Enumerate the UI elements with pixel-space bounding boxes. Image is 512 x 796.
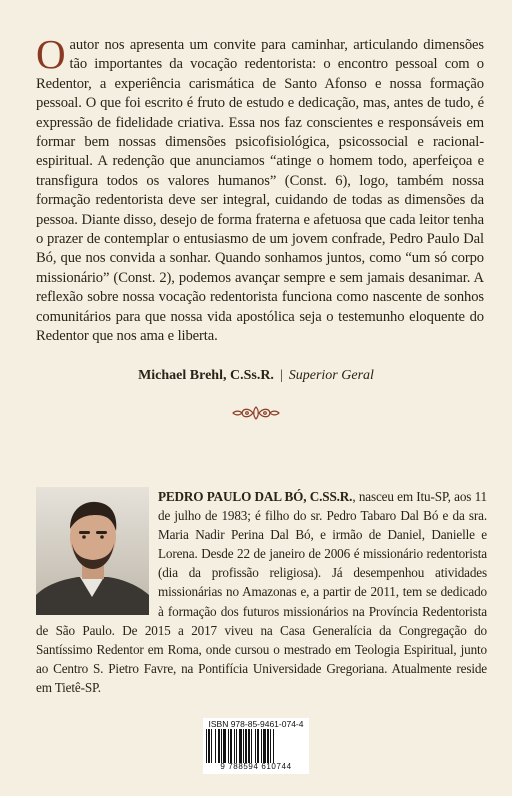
barcode-bar [267,729,269,763]
barcode-bar [273,729,274,763]
photo-spacer [36,487,149,619]
author-bio-text: , nasceu em Itu-SP, aos 11 de julho de 1983; é filho do sr. Pedro Tabaro Dal Bó e da sra. Maria Nadir Perina Dal Bó, e irmão de Daniel, Danielle e Lorena. Desde 22 de janeiro de 2006 é missionário redentorista (dia da profissão religiosa). Já desempenhou atividades missionárias no Amazonas e, a partir de 2011, tem se dedicado à formação dos futuros missionários na Província Redentorista de São Paulo. De 2015 a 2017 viveu na Casa Generalícia da Congregação do Santíssimo Redentor em Roma, onde cursou o mestrado em Teologia Espiritual, junto ao Centro S. Pietro Favre, na Pontifícia Universidade Gregoriana. Atualmente reside em Tietê-SP. [36,489,487,695]
author-name: PEDRO PAULO DAL BÓ, C.SS.R. [158,489,353,504]
intro-paragraph [36,31,484,347]
barcode-bar [215,729,216,763]
signature-name: Michael Brehl, C.Ss.R. [138,368,274,383]
signature [0,368,512,384]
barcode-bar [255,729,256,763]
isbn-barcode-block [203,718,309,774]
barcode-bar [270,729,271,763]
author-bio [36,487,487,697]
barcode-bar [261,729,262,763]
isbn-label: ISBN 978-85-9461-074-4 [208,719,304,729]
barcode-bar [223,729,226,763]
barcode-bar [257,729,259,763]
drop-cap: O [36,31,66,77]
signature-separator: | [279,368,283,383]
barcode-bar [248,729,250,763]
barcode-icon [205,729,307,763]
barcode-bar [243,729,244,763]
barcode-bar [211,729,212,763]
barcode-bar [221,729,222,763]
barcode-bar [245,729,247,763]
barcode-bar [228,729,229,763]
ornament-icon [231,404,281,422]
barcode-bar [236,729,237,763]
barcode-bar [208,729,210,763]
barcode-bar [263,729,266,763]
barcode-bar [251,729,252,763]
signature-role: Superior Geral [288,368,374,383]
barcode-bar [230,729,232,763]
barcode-bar [239,729,242,763]
barcode-digits: 9 788594 610744 [220,762,292,771]
barcode-bar [234,729,235,763]
intro-text: autor nos apresenta um convite para caminhar, articulando dimensões tão importantes da vocação redentorista: o encontro pessoal com o Redentor, a experiência carismática de Santo Afonso e nossa formação pessoal. O que foi escrito é fruto de estudo e dedicação, mas, antes de tudo, é expressão de fidelidade criativa. Essa nos faz conscientes e responsáveis em formar bem nossas dimensões psicofisiológica, psicossocial e racional-espiritual. A redenção que anunciamos “atinge o homem todo, aperfeiçoa e transfigura todos os valores humanos” (Const. 6), logo, também nossa formação redentorista deve ser integral, cuidando de todas as dimensões da pessoa. Diante disso, desejo de forma fraterna e afetuosa que cada leitor tenha o prazer de contemplar o entusiasmo de um jovem confrade, Pedro Paulo Dal Bó, que nos convida a sonhar. Quando sonhamos juntos, como “um só corpo missionário” (Const. 2), podemos avançar sempre e sem jamais desanimar. A reflexão sobre nossa vocação redentorista funciona como nascente de sonhos comunitários para que nossa vida apostólica seja o testemunho eloquente do Redentor que nos ama e liberta. [36,37,484,345]
barcode-bar [218,729,220,763]
barcode-bar [206,729,207,763]
